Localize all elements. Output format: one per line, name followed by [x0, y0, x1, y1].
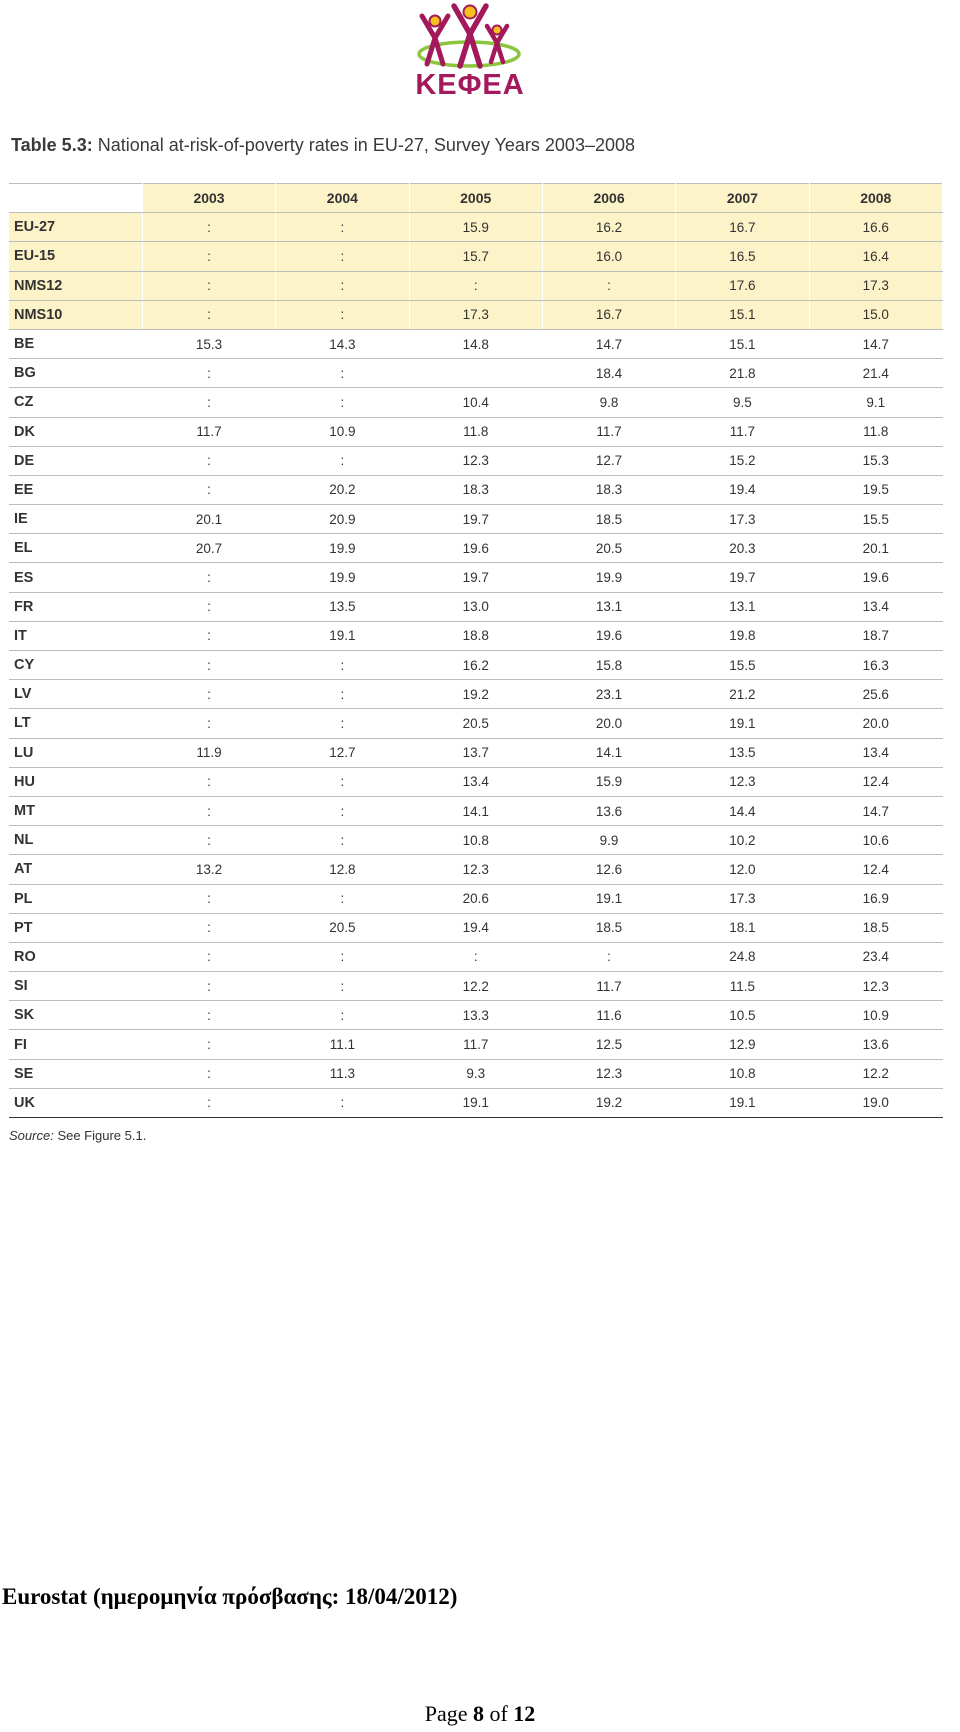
- table-row: [9, 621, 943, 650]
- table-cell: 21.4: [809, 359, 942, 388]
- table-cell: :: [142, 563, 275, 592]
- row-label: DE: [9, 446, 142, 475]
- table-cell: 19.5: [809, 475, 942, 504]
- table-cell: 19.2: [542, 1088, 675, 1117]
- left-figure: [422, 16, 448, 65]
- table-cell: 12.5: [542, 1030, 675, 1059]
- table-cell: 12.9: [676, 1030, 809, 1059]
- table-cell: :: [142, 884, 275, 913]
- table-cell: 12.2: [809, 1059, 942, 1088]
- table-cell: 23.4: [809, 942, 942, 971]
- table-cell: 20.3: [676, 534, 809, 563]
- table-cell: 9.1: [809, 388, 942, 417]
- table-cell: 11.7: [409, 1030, 542, 1059]
- table-caption: National at-risk-of-poverty rates in EU-27, Survey Years 2003–2008: [97, 135, 636, 155]
- row-label: EE: [9, 475, 142, 504]
- row-label: ES: [9, 563, 142, 592]
- table-cell: 13.4: [409, 767, 542, 796]
- row-label: NMS10: [9, 300, 142, 329]
- table-cell: 17.3: [409, 300, 542, 329]
- page-number: [0, 1702, 960, 1726]
- row-label: SI: [9, 972, 142, 1001]
- table-cell: 25.6: [809, 680, 942, 709]
- table-row: [9, 709, 943, 738]
- row-label: NMS12: [9, 271, 142, 300]
- table-cell: 20.1: [809, 534, 942, 563]
- table-head: [9, 184, 943, 213]
- table-cell: :: [142, 446, 275, 475]
- table-cell: 12.3: [409, 446, 542, 475]
- table-cell: 20.0: [542, 709, 675, 738]
- table-cell: 13.5: [276, 592, 409, 621]
- table-cell: 14.1: [542, 738, 675, 767]
- table-cell: 18.3: [409, 475, 542, 504]
- table-number: Table 5.3:: [11, 135, 93, 155]
- table-cell: 16.0: [542, 242, 675, 271]
- row-label: CY: [9, 651, 142, 680]
- table-cell: :: [276, 942, 409, 971]
- table-row: [9, 651, 943, 680]
- table-cell: :: [142, 1059, 275, 1088]
- table-cell: 20.6: [409, 884, 542, 913]
- table-cell: 19.6: [542, 621, 675, 650]
- table-cell: :: [142, 475, 275, 504]
- column-header-2005: 2005: [409, 184, 542, 213]
- row-label: NL: [9, 826, 142, 855]
- row-label: IT: [9, 621, 142, 650]
- table-row: [9, 563, 943, 592]
- table-row: [9, 913, 943, 942]
- table-cell: 19.0: [809, 1088, 942, 1117]
- row-label: LT: [9, 709, 142, 738]
- table-cell: 14.3: [276, 329, 409, 358]
- table-cell: :: [142, 651, 275, 680]
- table-cell: 18.5: [542, 505, 675, 534]
- table-row: [9, 592, 943, 621]
- table-cell: 14.8: [409, 329, 542, 358]
- row-label: HU: [9, 767, 142, 796]
- table-cell: 15.3: [809, 446, 942, 475]
- table-cell: 19.1: [676, 1088, 809, 1117]
- table-cell: 16.4: [809, 242, 942, 271]
- table-cell: 10.4: [409, 388, 542, 417]
- table-cell: 12.4: [809, 855, 942, 884]
- table-cell: 9.3: [409, 1059, 542, 1088]
- table-cell: 11.5: [676, 972, 809, 1001]
- table-cell: 11.8: [409, 417, 542, 446]
- page-current: 8: [472, 1701, 484, 1726]
- table-row: [9, 329, 943, 358]
- row-label: BG: [9, 359, 142, 388]
- table-cell: :: [142, 621, 275, 650]
- source-label: Source:: [9, 1128, 54, 1143]
- table-row: [9, 213, 943, 242]
- table-cell: :: [409, 942, 542, 971]
- table-cell: :: [276, 709, 409, 738]
- table-row: [9, 242, 943, 271]
- table-cell: 16.7: [542, 300, 675, 329]
- table-cell: 19.1: [542, 884, 675, 913]
- row-label: AT: [9, 855, 142, 884]
- table-row: [9, 1001, 943, 1030]
- table-cell: 11.1: [276, 1030, 409, 1059]
- row-label: RO: [9, 942, 142, 971]
- poverty-rates-table: [9, 183, 943, 1118]
- table-cell: :: [142, 709, 275, 738]
- table-cell: 16.9: [809, 884, 942, 913]
- table-row: [9, 826, 943, 855]
- table-cell: :: [142, 942, 275, 971]
- table-cell: 19.1: [676, 709, 809, 738]
- table-cell: 16.6: [809, 213, 942, 242]
- page-total: 12: [513, 1701, 536, 1726]
- table-row: [9, 505, 943, 534]
- row-label: FR: [9, 592, 142, 621]
- table-cell: 19.2: [409, 680, 542, 709]
- table-cell: :: [276, 1088, 409, 1117]
- table-cell: 12.3: [676, 767, 809, 796]
- table-cell: 9.9: [542, 826, 675, 855]
- table-header-row: [9, 184, 943, 213]
- table-cell: 12.7: [276, 738, 409, 767]
- table-cell: 20.5: [542, 534, 675, 563]
- table-cell: 13.3: [409, 1001, 542, 1030]
- table-cell: [409, 359, 542, 388]
- table-cell: :: [276, 972, 409, 1001]
- table-cell: 16.2: [409, 651, 542, 680]
- table-cell: 11.7: [676, 417, 809, 446]
- table-row: [9, 388, 943, 417]
- table-cell: 15.2: [676, 446, 809, 475]
- row-label: IE: [9, 505, 142, 534]
- table-cell: 19.9: [276, 563, 409, 592]
- table-cell: 10.5: [676, 1001, 809, 1030]
- table-cell: 20.1: [142, 505, 275, 534]
- table-cell: 13.7: [409, 738, 542, 767]
- table-cell: 15.9: [542, 767, 675, 796]
- table-cell: 20.5: [409, 709, 542, 738]
- table-cell: 15.8: [542, 651, 675, 680]
- table-cell: 10.9: [276, 417, 409, 446]
- column-header-2008: 2008: [809, 184, 942, 213]
- table-row: [9, 534, 943, 563]
- row-label: SE: [9, 1059, 142, 1088]
- table-cell: 19.6: [409, 534, 542, 563]
- table-cell: 16.2: [542, 213, 675, 242]
- table-cell: 20.7: [142, 534, 275, 563]
- table-cell: 15.7: [409, 242, 542, 271]
- table-cell: 20.2: [276, 475, 409, 504]
- table-cell: 17.3: [809, 271, 942, 300]
- table-cell: 19.7: [409, 563, 542, 592]
- table-cell: :: [142, 913, 275, 942]
- table-row: [9, 446, 943, 475]
- table-cell: :: [142, 680, 275, 709]
- table-cell: :: [276, 446, 409, 475]
- table-cell: 15.0: [809, 300, 942, 329]
- table-title: [11, 134, 635, 156]
- table-cell: 14.7: [542, 329, 675, 358]
- table-cell: 19.8: [676, 621, 809, 650]
- row-label: FI: [9, 1030, 142, 1059]
- table-row: [9, 1030, 943, 1059]
- column-header-2004: 2004: [276, 184, 409, 213]
- table-cell: 19.1: [409, 1088, 542, 1117]
- table-cell: 21.8: [676, 359, 809, 388]
- table-cell: 19.6: [809, 563, 942, 592]
- row-label: BE: [9, 329, 142, 358]
- table-cell: 18.3: [542, 475, 675, 504]
- table-cell: 12.0: [676, 855, 809, 884]
- table-cell: :: [142, 826, 275, 855]
- table-cell: :: [542, 942, 675, 971]
- table-cell: 14.1: [409, 796, 542, 825]
- table-cell: :: [142, 388, 275, 417]
- table-cell: 12.7: [542, 446, 675, 475]
- table-cell: :: [142, 1088, 275, 1117]
- table-row: [9, 680, 943, 709]
- row-label: EU-27: [9, 213, 142, 242]
- table-cell: 15.1: [676, 300, 809, 329]
- table-cell: :: [142, 972, 275, 1001]
- table-row: [9, 271, 943, 300]
- column-header-2003: 2003: [142, 184, 275, 213]
- table-cell: 12.4: [809, 767, 942, 796]
- table-cell: 18.4: [542, 359, 675, 388]
- row-label: PL: [9, 884, 142, 913]
- table-body: [9, 213, 943, 1118]
- table-cell: 18.8: [409, 621, 542, 650]
- table-cell: 14.7: [809, 796, 942, 825]
- table-cell: 12.3: [809, 972, 942, 1001]
- table-cell: 18.1: [676, 913, 809, 942]
- row-label: EU-15: [9, 242, 142, 271]
- page-of: of: [489, 1701, 508, 1726]
- table-cell: 13.2: [142, 855, 275, 884]
- table-row: [9, 855, 943, 884]
- table-cell: 14.4: [676, 796, 809, 825]
- table-cell: :: [142, 592, 275, 621]
- row-label: LV: [9, 680, 142, 709]
- table-row: [9, 942, 943, 971]
- table-cell: 10.8: [676, 1059, 809, 1088]
- table-cell: 11.8: [809, 417, 942, 446]
- table-cell: 11.7: [542, 972, 675, 1001]
- table-cell: 13.1: [542, 592, 675, 621]
- table-cell: 20.9: [276, 505, 409, 534]
- table-cell: :: [276, 359, 409, 388]
- table-cell: 19.1: [276, 621, 409, 650]
- table-cell: 10.2: [676, 826, 809, 855]
- table-row: [9, 300, 943, 329]
- table-cell: :: [142, 1001, 275, 1030]
- table-cell: 17.3: [676, 884, 809, 913]
- table-cell: :: [276, 796, 409, 825]
- table-cell: 18.7: [809, 621, 942, 650]
- table-cell: :: [142, 359, 275, 388]
- table-cell: :: [276, 680, 409, 709]
- table-cell: 12.3: [542, 1059, 675, 1088]
- table-cell: 13.6: [542, 796, 675, 825]
- table-cell: 18.5: [542, 913, 675, 942]
- table-cell: 11.6: [542, 1001, 675, 1030]
- table-cell: :: [276, 213, 409, 242]
- table-cell: 16.3: [809, 651, 942, 680]
- table-cell: :: [142, 271, 275, 300]
- row-label: MT: [9, 796, 142, 825]
- table-cell: 15.5: [809, 505, 942, 534]
- table-cell: 19.7: [409, 505, 542, 534]
- table-cell: :: [542, 271, 675, 300]
- table-cell: :: [276, 1001, 409, 1030]
- table-cell: 10.6: [809, 826, 942, 855]
- table-cell: 11.7: [542, 417, 675, 446]
- table-cell: :: [142, 213, 275, 242]
- row-label: DK: [9, 417, 142, 446]
- table-cell: 17.6: [676, 271, 809, 300]
- table-cell: 23.1: [542, 680, 675, 709]
- table-cell: :: [142, 242, 275, 271]
- table-cell: 10.9: [809, 1001, 942, 1030]
- table-cell: :: [276, 271, 409, 300]
- eurostat-note: Eurostat (ημερομηνία πρόσβασης: 18/04/2012): [2, 1584, 458, 1609]
- row-label: PT: [9, 913, 142, 942]
- table-cell: 11.3: [276, 1059, 409, 1088]
- table-cell: :: [276, 388, 409, 417]
- table-cell: 20.5: [276, 913, 409, 942]
- table-corner-cell: [9, 184, 142, 213]
- table-cell: :: [409, 271, 542, 300]
- table-cell: 13.5: [676, 738, 809, 767]
- table-cell: 11.9: [142, 738, 275, 767]
- table-row: [9, 767, 943, 796]
- row-label: LU: [9, 738, 142, 767]
- logo-text: ΚΕΦΕΑ: [415, 69, 525, 101]
- table-cell: 12.6: [542, 855, 675, 884]
- table-row: [9, 972, 943, 1001]
- table-row: [9, 884, 943, 913]
- table-cell: 18.5: [809, 913, 942, 942]
- table-cell: 12.2: [409, 972, 542, 1001]
- table-cell: :: [276, 767, 409, 796]
- table-cell: 10.8: [409, 826, 542, 855]
- table-cell: 9.8: [542, 388, 675, 417]
- table-cell: 11.7: [142, 417, 275, 446]
- table-cell: 19.4: [409, 913, 542, 942]
- page-prefix: Page: [424, 1701, 468, 1726]
- table-cell: :: [276, 300, 409, 329]
- row-label: CZ: [9, 388, 142, 417]
- table-cell: 19.4: [676, 475, 809, 504]
- table-row: [9, 417, 943, 446]
- table-cell: 13.0: [409, 592, 542, 621]
- table-row: [9, 475, 943, 504]
- source-text: See Figure 5.1.: [57, 1128, 147, 1143]
- table-cell: 14.7: [809, 329, 942, 358]
- table-cell: 15.3: [142, 329, 275, 358]
- table-cell: 17.3: [676, 505, 809, 534]
- table-cell: :: [142, 300, 275, 329]
- table-source: [9, 1128, 146, 1144]
- middle-figure: [454, 6, 486, 67]
- table-row: [9, 1059, 943, 1088]
- row-label: SK: [9, 1001, 142, 1030]
- table-cell: :: [276, 826, 409, 855]
- row-label: UK: [9, 1088, 142, 1117]
- table-cell: 24.8: [676, 942, 809, 971]
- table-cell: 16.5: [676, 242, 809, 271]
- table-cell: 15.9: [409, 213, 542, 242]
- table-cell: :: [142, 767, 275, 796]
- table-cell: 21.2: [676, 680, 809, 709]
- table-cell: 19.7: [676, 563, 809, 592]
- people-figures-logo-icon: [414, 2, 524, 72]
- table-cell: 19.9: [542, 563, 675, 592]
- table-cell: 13.6: [809, 1030, 942, 1059]
- table-cell: 13.4: [809, 592, 942, 621]
- table-cell: 13.1: [676, 592, 809, 621]
- table-row: [9, 738, 943, 767]
- table-cell: 12.8: [276, 855, 409, 884]
- table-cell: 12.3: [409, 855, 542, 884]
- row-label: EL: [9, 534, 142, 563]
- column-header-2006: 2006: [542, 184, 675, 213]
- table-row: [9, 1088, 943, 1117]
- table-row: [9, 796, 943, 825]
- table-cell: :: [142, 1030, 275, 1059]
- table-cell: 19.9: [276, 534, 409, 563]
- table-cell: :: [142, 796, 275, 825]
- column-header-2007: 2007: [676, 184, 809, 213]
- table-cell: 15.1: [676, 329, 809, 358]
- table-cell: 9.5: [676, 388, 809, 417]
- table-cell: :: [276, 884, 409, 913]
- table-cell: 13.4: [809, 738, 942, 767]
- table-cell: 20.0: [809, 709, 942, 738]
- table-row: [9, 359, 943, 388]
- table-cell: :: [276, 651, 409, 680]
- table-cell: :: [276, 242, 409, 271]
- table-cell: 15.5: [676, 651, 809, 680]
- table-cell: 16.7: [676, 213, 809, 242]
